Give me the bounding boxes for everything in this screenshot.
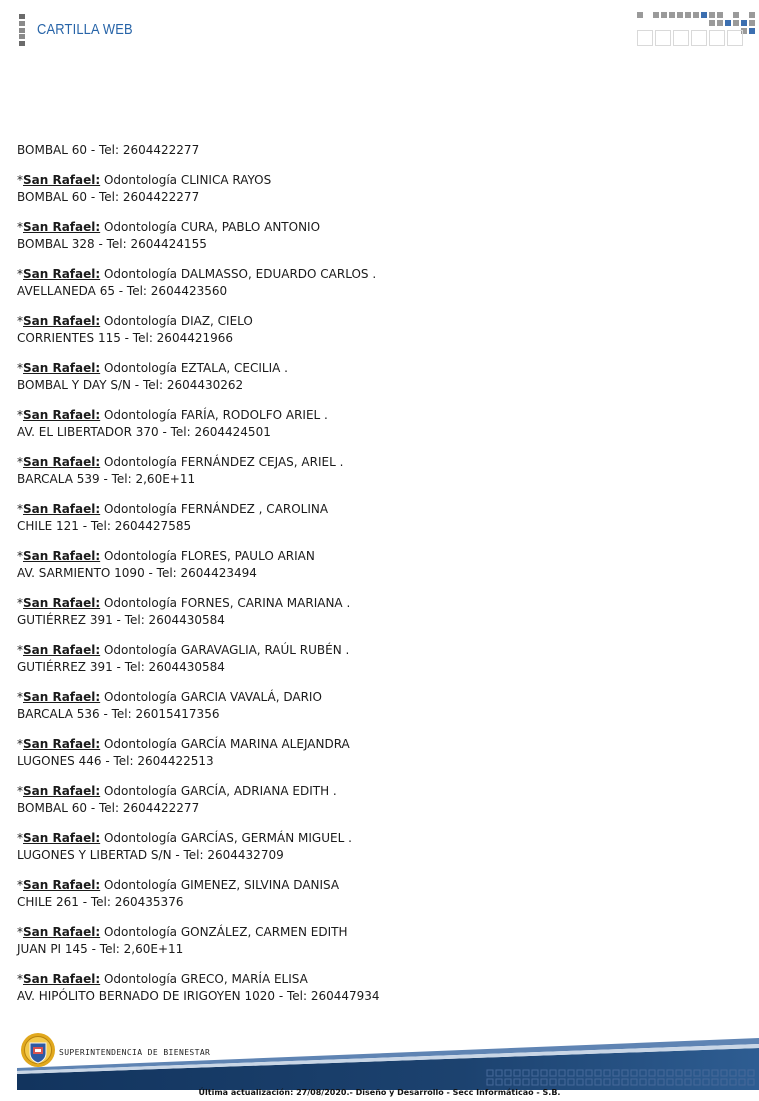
location-label: San Rafael:: [23, 361, 101, 375]
list-item: [17, 454, 737, 488]
organization-name: SUPERINTENDENCIA DE BIENESTAR: [59, 1048, 211, 1057]
list-item: [17, 971, 737, 1005]
provider-address: CORRIENTES 115 - Tel: 2604421966: [17, 331, 234, 345]
list-item: [17, 877, 737, 911]
provider-address: LUGONES 446 - Tel: 2604422513: [17, 754, 214, 768]
vertical-bars-icon: [19, 14, 25, 46]
location-label: San Rafael:: [23, 690, 101, 704]
list-item: [17, 172, 737, 206]
list-item: [17, 360, 737, 394]
continued-address-line: BOMBAL 60 - Tel: 2604422277: [17, 143, 200, 157]
provider-address: BARCALA 539 - Tel: 2,60E+11: [17, 472, 196, 486]
pixel-grid-decoration: [635, 10, 759, 48]
provider-line: *San Rafael: Odontología FERNÁNDEZ , CAROLINA: [17, 502, 329, 516]
provider-name: Odontología FORNES, CARINA MARIANA .: [100, 596, 351, 610]
provider-name: Odontología FERNÁNDEZ CEJAS, ARIEL .: [100, 455, 344, 469]
footer-update-note: Última actualización: 27/08/2020.- Diseño y Desarrollo - Secc Informáticao - S.B.: [198, 1088, 561, 1097]
list-item: [17, 266, 737, 300]
provider-name: Odontología GARCÍA MARINA ALEJANDRA: [100, 737, 350, 751]
location-label: San Rafael:: [23, 455, 101, 469]
list-item: [17, 219, 737, 253]
provider-line: *San Rafael: Odontología FARÍA, RODOLFO ARIEL .: [17, 408, 328, 422]
provider-address: BARCALA 536 - Tel: 26015417356: [17, 707, 220, 721]
provider-line: *San Rafael: Odontología DIAZ, CIELO: [17, 314, 253, 328]
list-item: [17, 830, 737, 864]
provider-name: Odontología GIMENEZ, SILVINA DANISA: [100, 878, 340, 892]
list-item: [17, 313, 737, 347]
provider-address: BOMBAL 328 - Tel: 2604424155: [17, 237, 207, 251]
location-label: San Rafael:: [23, 502, 101, 516]
provider-line: *San Rafael: Odontología DALMASSO, EDUARDO CARLOS .: [17, 267, 377, 281]
provider-name: Odontología GRECO, MARÍA ELISA: [100, 972, 308, 986]
provider-line: *San Rafael: Odontología GONZÁLEZ, CARMEN EDITH: [17, 925, 348, 939]
list-item: [17, 407, 737, 441]
footer-wave-band: [17, 1034, 759, 1090]
location-label: San Rafael:: [23, 878, 101, 892]
provider-entries: [17, 172, 737, 1005]
location-label: San Rafael:: [23, 596, 101, 610]
page-header: [0, 0, 759, 60]
location-label: San Rafael:: [23, 173, 101, 187]
provider-line: *San Rafael: Odontología GRECO, MARÍA ELISA: [17, 972, 308, 986]
provider-line: *San Rafael: Odontología EZTALA, CECILIA .: [17, 361, 288, 375]
list-item: [17, 642, 737, 676]
provider-line: *San Rafael: Odontología FERNÁNDEZ CEJAS, ARIEL .: [17, 455, 344, 469]
list-item: [17, 501, 737, 535]
provider-address: GUTIÉRREZ 391 - Tel: 2604430584: [17, 613, 225, 627]
institution-seal-icon: [20, 1032, 56, 1068]
provider-name: Odontología EZTALA, CECILIA .: [100, 361, 288, 375]
location-label: San Rafael:: [23, 925, 101, 939]
location-label: San Rafael:: [23, 267, 101, 281]
provider-address: CHILE 121 - Tel: 2604427585: [17, 519, 192, 533]
provider-address: AV. EL LIBERTADOR 370 - Tel: 2604424501: [17, 425, 271, 439]
location-label: San Rafael:: [23, 220, 101, 234]
list-item: [17, 924, 737, 958]
provider-name: Odontología GARCÍA, ADRIANA EDITH .: [100, 784, 337, 798]
provider-name: Odontología CURA, PABLO ANTONIO: [100, 220, 321, 234]
provider-address: JUAN PI 145 - Tel: 2,60E+11: [17, 942, 184, 956]
provider-line: *San Rafael: Odontología CLINICA RAYOS: [17, 173, 272, 187]
list-item: [17, 689, 737, 723]
list-item: [17, 595, 737, 629]
provider-name: Odontología CLINICA RAYOS: [100, 173, 272, 187]
provider-address: GUTIÉRREZ 391 - Tel: 2604430584: [17, 660, 225, 674]
list-item: [17, 736, 737, 770]
provider-name: Odontología FARÍA, RODOLFO ARIEL .: [100, 408, 328, 422]
provider-line: *San Rafael: Odontología FORNES, CARINA MARIANA .: [17, 596, 351, 610]
provider-name: Odontología FERNÁNDEZ , CAROLINA: [100, 502, 329, 516]
provider-line: *San Rafael: Odontología FLORES, PAULO ARIAN: [17, 549, 315, 563]
provider-address: BOMBAL 60 - Tel: 2604422277: [17, 190, 200, 204]
provider-name: Odontología DIAZ, CIELO: [100, 314, 253, 328]
location-label: San Rafael:: [23, 408, 101, 422]
provider-line: *San Rafael: Odontología CURA, PABLO ANTONIO: [17, 220, 321, 234]
provider-line: *San Rafael: Odontología GIMENEZ, SILVINA DANISA: [17, 878, 340, 892]
provider-address: AV. HIPÓLITO BERNADO DE IRIGOYEN 1020 - Tel: 260447934: [17, 989, 380, 1003]
page-footer: [0, 1024, 759, 1101]
location-label: San Rafael:: [23, 972, 101, 986]
provider-name: Odontología DALMASSO, EDUARDO CARLOS .: [100, 267, 377, 281]
location-label: San Rafael:: [23, 831, 101, 845]
location-label: San Rafael:: [23, 314, 101, 328]
list-item: [17, 548, 737, 582]
provider-line: *San Rafael: Odontología GARCÍA, ADRIANA EDITH .: [17, 784, 337, 798]
provider-address: LUGONES Y LIBERTAD S/N - Tel: 2604432709: [17, 848, 284, 862]
provider-name: Odontología GONZÁLEZ, CARMEN EDITH: [100, 925, 348, 939]
location-label: San Rafael:: [23, 784, 101, 798]
provider-name: Odontología GARCIA VAVALÁ, DARIO: [100, 690, 322, 704]
provider-address: AV. SARMIENTO 1090 - Tel: 2604423494: [17, 566, 257, 580]
page-title: CARTILLA WEB: [37, 21, 133, 38]
provider-line: *San Rafael: Odontología GARCÍA MARINA ALEJANDRA: [17, 737, 350, 751]
provider-line: *San Rafael: Odontología GARCÍAS, GERMÁN MIGUEL .: [17, 831, 352, 845]
location-label: San Rafael:: [23, 549, 101, 563]
provider-address: BOMBAL 60 - Tel: 2604422277: [17, 801, 200, 815]
location-label: San Rafael:: [23, 643, 101, 657]
location-label: San Rafael:: [23, 737, 101, 751]
provider-line: *San Rafael: Odontología GARCIA VAVALÁ, DARIO: [17, 690, 322, 704]
provider-name: Odontología FLORES, PAULO ARIAN: [100, 549, 315, 563]
provider-name: Odontología GARAVAGLIA, RAÚL RUBÉN .: [100, 643, 350, 657]
provider-name: Odontología GARCÍAS, GERMÁN MIGUEL .: [100, 831, 352, 845]
provider-line: *San Rafael: Odontología GARAVAGLIA, RAÚL RUBÉN .: [17, 643, 350, 657]
provider-list: [17, 142, 737, 1018]
provider-address: BOMBAL Y DAY S/N - Tel: 2604430262: [17, 378, 244, 392]
list-item: [17, 783, 737, 817]
provider-address: CHILE 261 - Tel: 260435376: [17, 895, 184, 909]
provider-address: AVELLANEDA 65 - Tel: 2604423560: [17, 284, 228, 298]
